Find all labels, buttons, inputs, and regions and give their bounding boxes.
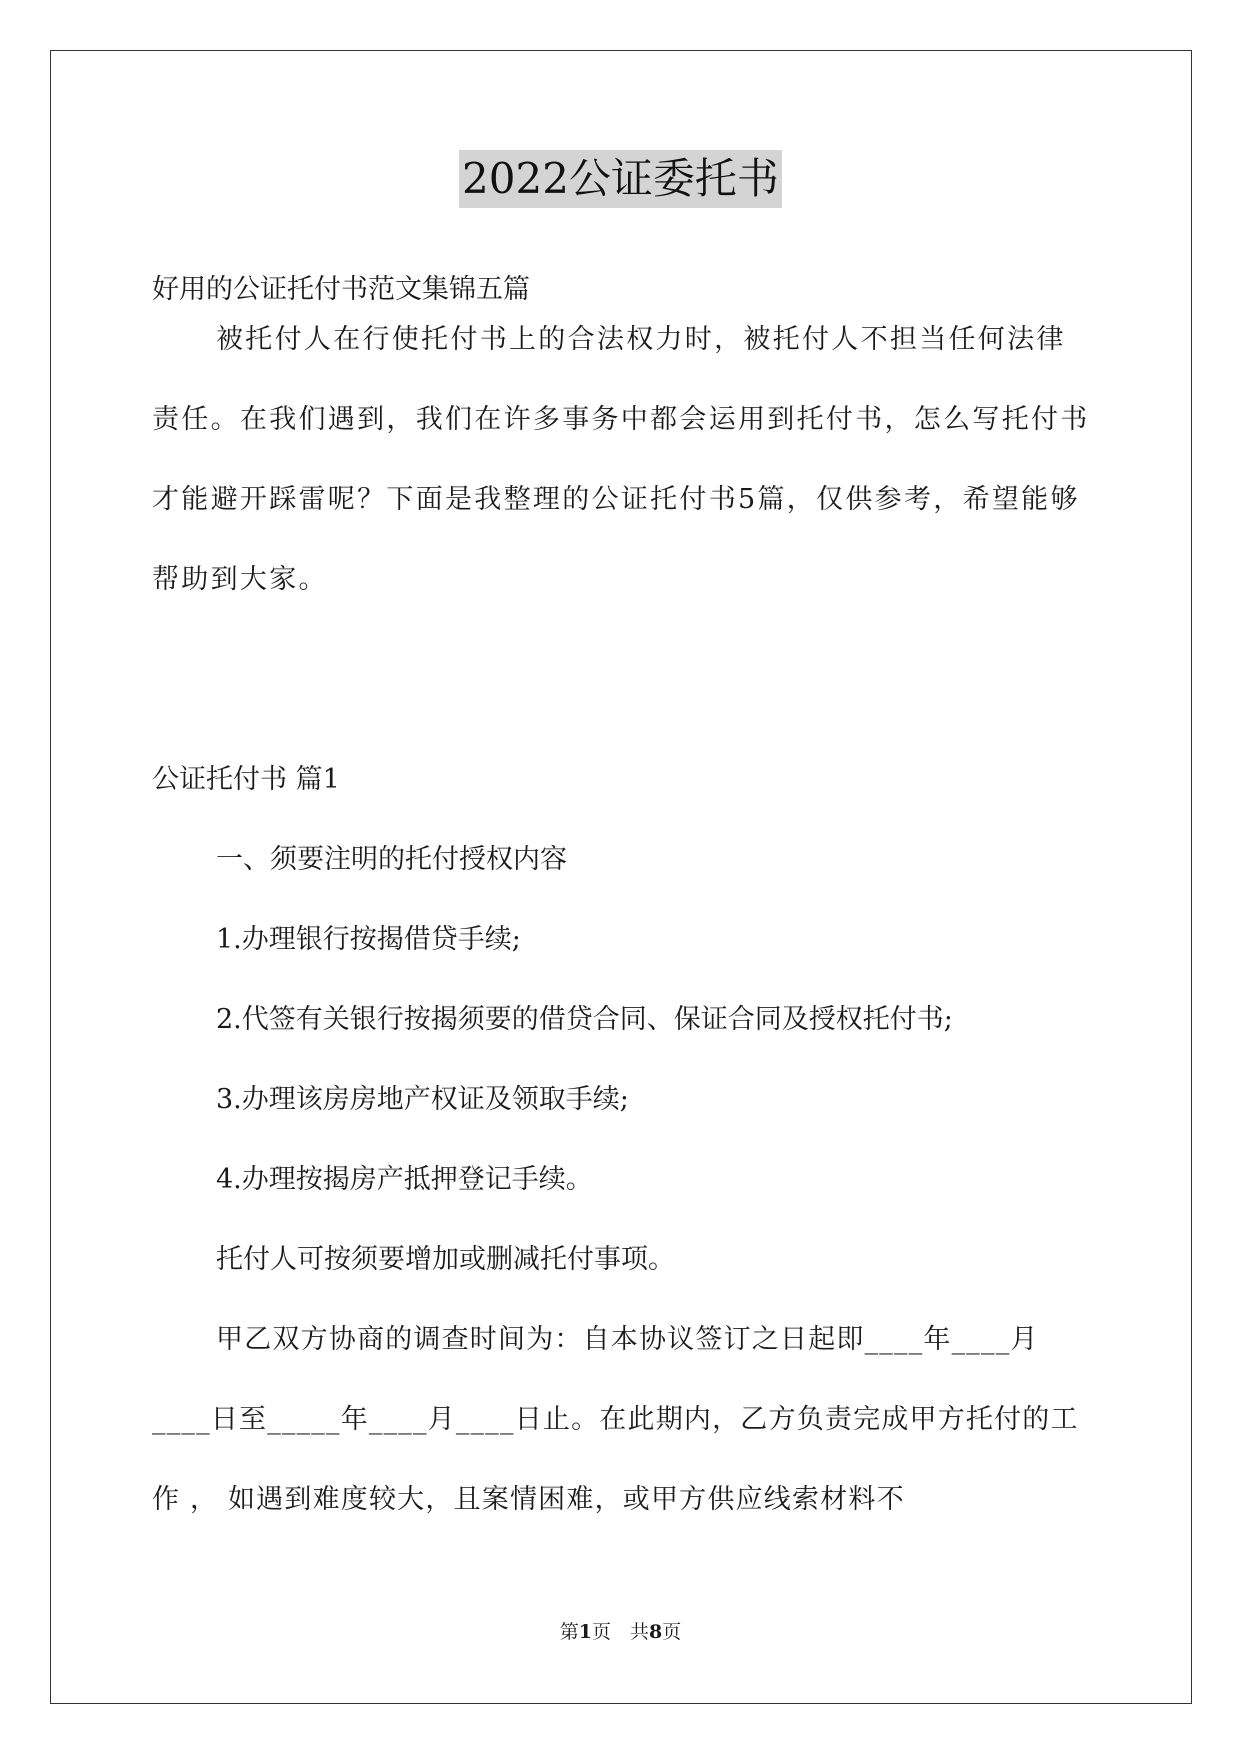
- footer-suffix: 页: [662, 1621, 682, 1643]
- list-item: 4.办理按揭房产抵押登记手续。: [216, 1164, 593, 1195]
- list-item: 托付人可按须要增加或删减托付事项。: [216, 1244, 675, 1275]
- document-subtitle: 好用的公证托付书范文集锦五篇: [152, 274, 530, 305]
- list-item: 1.办理银行按揭借贷手续;: [216, 924, 521, 955]
- survey-paragraph: 甲乙双方协商的调查时间为：自本协议签订之日起即____年____月____日至_____年____月____日止。在此期内，乙方负责完成甲方托付的工作 ， 如遇到难度较大，且案情困难，或甲方供应线索材料不: [152, 1324, 1079, 1515]
- list-item: 2.代签有关银行按揭须要的借贷合同、保证合同及授权托付书;: [216, 1004, 953, 1035]
- section-heading: 公证托付书 篇1: [152, 764, 340, 795]
- page-footer: [0, 1620, 1241, 1644]
- footer-current-page: 1: [578, 1621, 592, 1643]
- list-item: 3.办理该房房地产权证及领取手续;: [216, 1084, 629, 1115]
- list-item: 一、须要注明的托付授权内容: [216, 844, 567, 875]
- document-title: 2022公证委托书: [459, 150, 782, 208]
- footer-mid: 页 共: [591, 1621, 649, 1643]
- intro-paragraph: 被托付人在行使托付书上的合法权力时，被托付人不担当任何法律责任。在我们遇到，我们在许多事务中都会运用到托付书，怎么写托付书才能避开踩雷呢？下面是我整理的公证托付书5篇，仅供参考，希望能够帮助到大家。: [152, 324, 1090, 595]
- footer-prefix: 第: [559, 1621, 579, 1643]
- footer-total-pages: 8: [649, 1621, 663, 1643]
- title-container: [0, 150, 1241, 208]
